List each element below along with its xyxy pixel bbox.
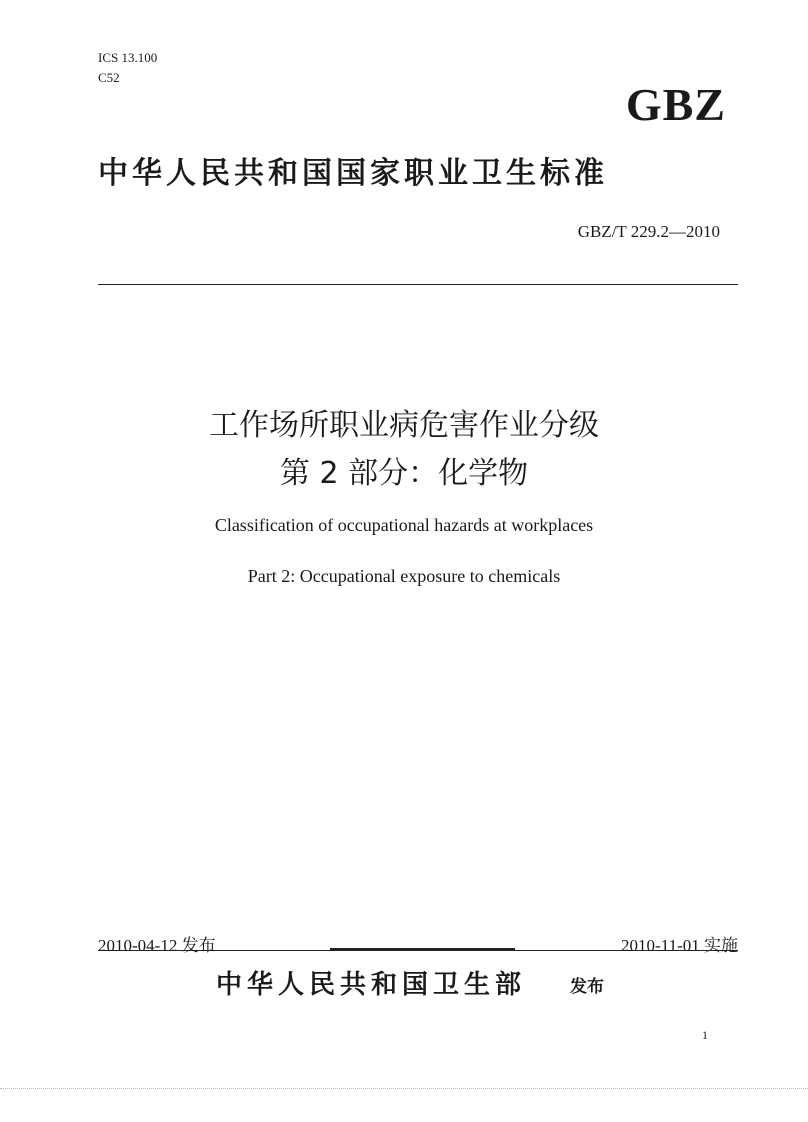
chinese-title-line-2: 第 2 部分：化学物 (279, 456, 529, 491)
footer-divider (98, 950, 738, 951)
gbz-logo: GBZ (625, 79, 726, 130)
scan-edge-line (0, 1088, 808, 1089)
footer-divider-accent (330, 948, 515, 950)
ccs-code: C52 (98, 70, 120, 85)
publish-label: 发布 (570, 977, 604, 997)
chinese-title-line-1: 工作场所职业病危害作业分级 (209, 408, 599, 443)
publisher-name: 中华人民共和国卫生部 (216, 970, 527, 1000)
implementation-date: 2010-11-01 实施 (621, 936, 738, 955)
english-title-line-1: Classification of occupational hazards at workplaces (214, 515, 594, 535)
issue-date: 2010-04-12 发布 (98, 936, 216, 955)
standard-number: GBZ/T 229.2—2010 (577, 222, 720, 241)
standard-category-title: 中华人民共和国国家职业卫生标准 (98, 156, 608, 191)
page-number: 1 (702, 1028, 708, 1042)
header-divider (98, 284, 738, 285)
classification-codes (98, 48, 157, 88)
english-title-line-2: Part 2: Occupational exposure to chemicals (247, 566, 561, 586)
ics-code: ICS 13.100 (98, 50, 158, 65)
